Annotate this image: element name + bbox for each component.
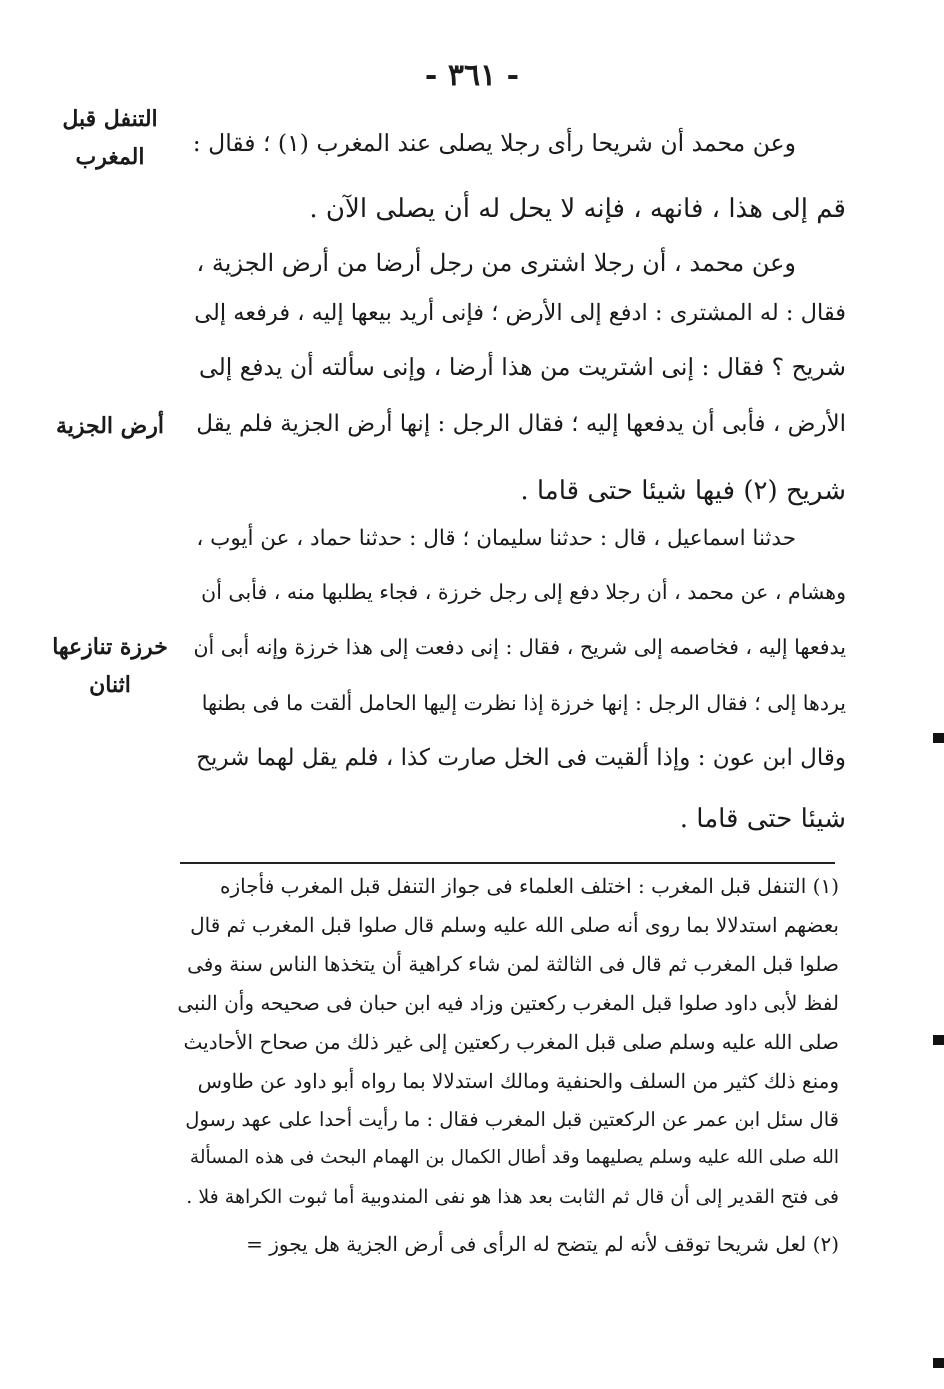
- main-line: شريح (٢) فيها شيئا حتى قاما .: [520, 476, 846, 506]
- footnote-line: بعضهم استدلالا بما روى أنه صلى الله عليه وسلم قال صلوا قبل المغرب ثم قال: [190, 913, 839, 937]
- footnote-line: الله صلى الله عليه وسلم يصليهما وقد أطال الكمال بن الهمام البحث فى هذه المسألة: [189, 1147, 839, 1168]
- footnote-line: فى فتح القدير إلى أن قال ثم الثابت بعد هذا هو نفى المندوبية أما ثبوت الكراهة فلا .: [186, 1186, 839, 1208]
- main-line: يردها إلى ؛ فقال الرجل : إنها خرزة إذا نظرت إليها الحامل ألقت ما فى بطنها: [201, 691, 846, 715]
- main-line: قم إلى هذا ، فانهه ، فإنه لا يحل له أن يصلى الآن .: [309, 194, 846, 224]
- footnote-line: صلى الله عليه وسلم صلى قبل المغرب ركعتين إلى غير ذلك من صحاح الأحاديث: [183, 1030, 839, 1054]
- margin-note-line: التنفل قبل: [62, 106, 158, 132]
- margin-note-nafl: [50, 100, 170, 176]
- footnote-line: (٢) لعل شريحا توقف لأنه لم يتضح له الرأى فى أرض الجزية هل يجوز =: [246, 1232, 839, 1256]
- margin-note-jizya: [50, 407, 170, 445]
- footnote-line: ومنع ذلك كثير من السلف والحنفية ومالك استدلالا بما رواه أبو داود عن طاوس: [197, 1069, 839, 1093]
- scan-edge-mark: [933, 1035, 944, 1045]
- scan-edge-mark: [933, 1358, 944, 1368]
- footnote-line: (١) التنفل قبل المغرب : اختلف العلماء فى جواز التنفل قبل المغرب فأجازه: [220, 874, 839, 898]
- main-line: حدثنا اسماعيل ، قال : حدثنا سليمان ؛ قال : حدثنا حماد ، عن أيوب ،: [196, 526, 796, 551]
- scan-edge-mark: [933, 733, 944, 743]
- footnote-separator: [180, 862, 835, 864]
- main-line: وعن محمد أن شريحا رأى رجلا يصلى عند المغرب (١) ؛ فقال :: [192, 129, 796, 157]
- main-line: الأرض ، فأبى أن يدفعها إليه ؛ فقال الرجل : إنها أرض الجزية فلم يقل: [196, 411, 846, 437]
- page-number: - ٣٦١ -: [424, 58, 520, 93]
- margin-note-line: أرض الجزية: [55, 413, 165, 439]
- main-line: فقال : له المشترى : ادفع إلى الأرض ؛ فإنى أريد بيعها إليه ، فرفعه إلى: [194, 300, 846, 326]
- margin-note-line: خرزة تنازعها: [52, 634, 168, 660]
- margin-note-line: اثنان: [89, 672, 131, 698]
- footnote-line: صلوا قبل المغرب ثم قال فى الثالثة لمن شاء كراهية أن يتخذها الناس سنة وفى: [187, 952, 839, 976]
- main-line: وقال ابن عون : وإذا ألقيت فى الخل صارت كذا ، فلم يقل لهما شريح: [196, 745, 846, 771]
- footnote-line: لفظ لأبى داود صلوا قبل المغرب ركعتين وزاد فيه ابن حبان فى صحيحه وأن النبى: [177, 991, 839, 1015]
- main-line: وعن محمد ، أن رجلا اشترى من رجل أرضا من أرض الجزية ،: [196, 249, 796, 277]
- main-line: يدفعها إليه ، فخاصمه إلى شريح ، فقال : إنى دفعت إلى هذا خرزة وإنه أبى أن: [193, 635, 846, 659]
- margin-note-line: المغرب: [75, 144, 145, 170]
- footnote-line: قال سئل ابن عمر عن الركعتين قبل المغرب فقال : ما رأيت أحدا على عهد رسول: [185, 1108, 839, 1131]
- main-line: شريح ؟ فقال : إنى اشتريت من هذا أرضا ، وإنى سألته أن يدفع إلى: [199, 353, 846, 381]
- main-line: وهشام ، عن محمد ، أن رجلا دفع إلى رجل خرزة ، فجاء يطلبها منه ، فأبى أن: [201, 580, 846, 604]
- margin-note-kharaza: [50, 628, 170, 704]
- main-line: شيئا حتى قاما .: [679, 804, 846, 834]
